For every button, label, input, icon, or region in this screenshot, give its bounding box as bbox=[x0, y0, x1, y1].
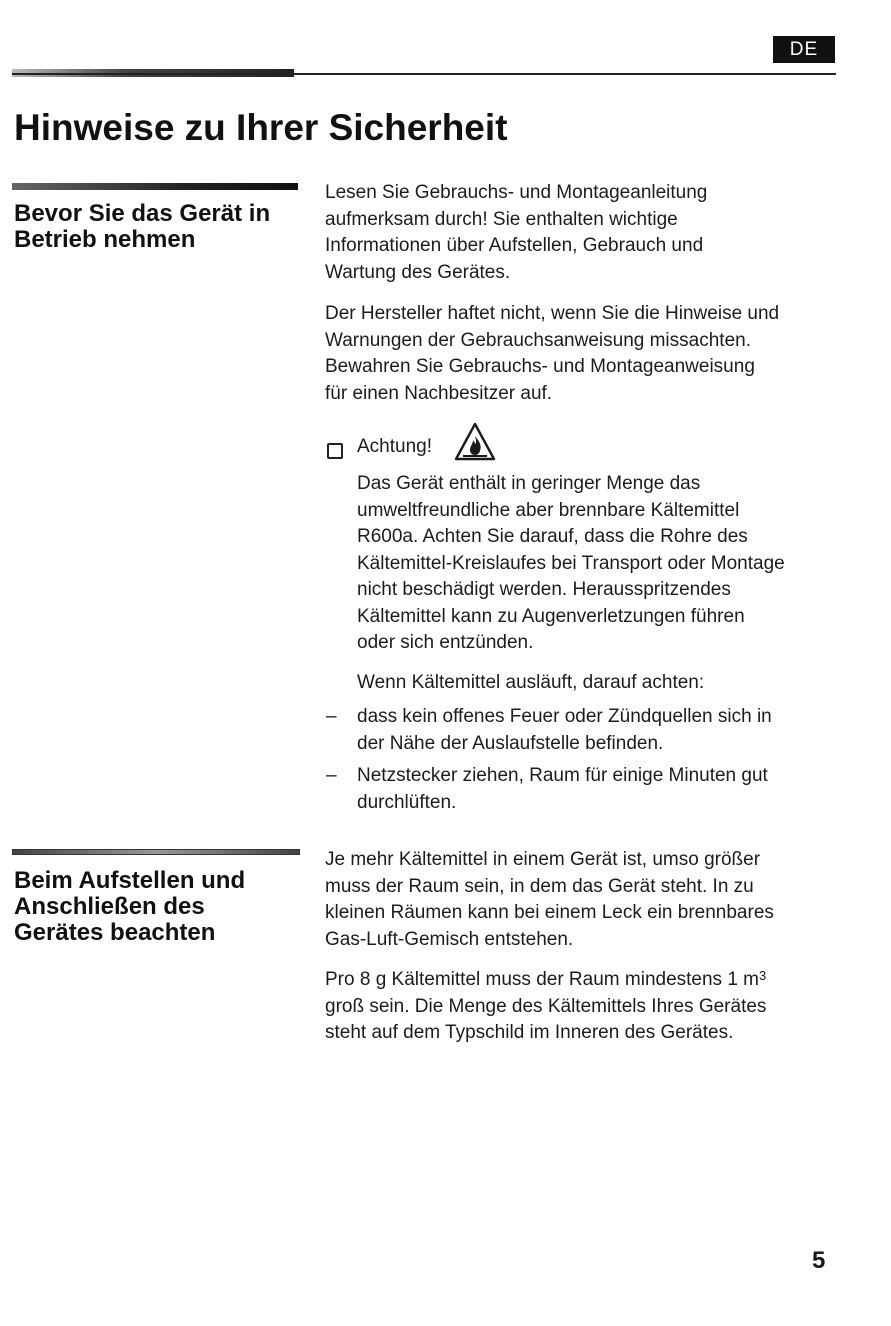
page-number: 5 bbox=[812, 1247, 826, 1274]
attention-paragraph bbox=[357, 471, 891, 657]
text-line: umweltfreundliche aber brennbare Kältemittel bbox=[357, 499, 740, 521]
text-line: nicht beschädigt werden. Herausspritzendes bbox=[357, 579, 731, 600]
refrigerant-amount-paragraph bbox=[325, 967, 865, 1047]
heading-line: Anschließen des bbox=[14, 893, 205, 920]
text-line: aufmerksam durch! Sie enthalten wichtige bbox=[325, 208, 678, 230]
intro-paragraph bbox=[325, 180, 865, 286]
heading-line: Betrieb nehmen bbox=[14, 226, 196, 253]
attention-label bbox=[357, 434, 891, 461]
text-line: Je mehr Kältemittel in einem Gerät ist, umso größer bbox=[325, 849, 761, 870]
text-fragment: Pro 8 g Kältemittel muss der Raum mindestens 1 m bbox=[325, 969, 760, 990]
text-line: Der Hersteller haftet nicht, wenn Sie die Hinweise und bbox=[325, 303, 780, 324]
text-line: oder sich entzünden. bbox=[357, 632, 534, 653]
text-line: Bewahren Sie Gebrauchs- und Montageanweisung bbox=[325, 356, 755, 377]
heading-line: Beim Aufstellen und bbox=[14, 867, 246, 894]
text-line: steht auf dem Typschild im Inneren des Gerätes. bbox=[325, 1022, 734, 1043]
bullet-item bbox=[357, 763, 891, 816]
text-line: der Nähe der Auslaufstelle befinden. bbox=[357, 732, 664, 754]
text-line: Netzstecker ziehen, Raum für einige Minuten gut bbox=[357, 765, 768, 786]
page-title: Hinweise zu Ihrer Sicherheit bbox=[14, 107, 508, 148]
section-heading-before-use bbox=[14, 201, 304, 253]
liability-paragraph bbox=[325, 301, 865, 407]
checkbox-icon bbox=[327, 443, 343, 459]
text-line: Lesen Sie Gebrauchs- und Montageanleitung bbox=[325, 182, 708, 203]
text-line: Kältemittel kann zu Augenverletzungen führen bbox=[357, 605, 745, 627]
bullet-dash: – bbox=[326, 765, 337, 786]
room-size-paragraph bbox=[325, 847, 865, 953]
text-line: dass kein offenes Feuer oder Zündquellen sich in bbox=[357, 706, 772, 727]
text-line: groß sein. Die Menge des Kältemittels Ihres Gerätes bbox=[325, 995, 767, 1017]
text-line: R600a. Achten Sie darauf, dass die Rohre des bbox=[357, 526, 748, 547]
heading-line: Gerätes beachten bbox=[14, 919, 216, 946]
text-line: Kältemittel-Kreislaufes bei Transport oder Montage bbox=[357, 552, 785, 574]
section-heading-installation bbox=[14, 868, 304, 946]
text-line: muss der Raum sein, in dem das Gerät steht. In zu bbox=[325, 875, 754, 897]
leak-intro bbox=[357, 670, 891, 697]
heading-line: Bevor Sie das Gerät in bbox=[14, 200, 271, 227]
text-line: Wartung des Gerätes. bbox=[325, 261, 511, 283]
attention-text: Achtung! bbox=[357, 436, 432, 457]
text-line bbox=[325, 967, 865, 994]
bullet-item bbox=[357, 704, 891, 757]
section-divider-bar bbox=[12, 849, 300, 855]
header-rule bbox=[12, 73, 836, 75]
bullet-dash: – bbox=[326, 706, 337, 727]
text-line: kleinen Räumen kann bei einem Leck ein brennbares bbox=[325, 902, 774, 923]
text-line: Informationen über Aufstellen, Gebrauch und bbox=[325, 235, 704, 256]
flammable-warning-icon bbox=[454, 422, 496, 462]
text-line: für einen Nachbesitzer auf. bbox=[325, 382, 553, 404]
text-line: durchlüften. bbox=[357, 791, 457, 813]
text-line: Warnungen der Gebrauchsanweisung missachten. bbox=[325, 329, 751, 351]
text-line: Das Gerät enthält in geringer Menge das bbox=[357, 473, 701, 494]
superscript: 3 bbox=[759, 968, 767, 983]
text-line: Wenn Kältemittel ausläuft, darauf achten: bbox=[357, 672, 705, 693]
language-badge: DE bbox=[773, 36, 835, 63]
text-line: Gas-Luft-Gemisch entstehen. bbox=[325, 928, 574, 950]
section-divider-bar bbox=[12, 183, 298, 190]
